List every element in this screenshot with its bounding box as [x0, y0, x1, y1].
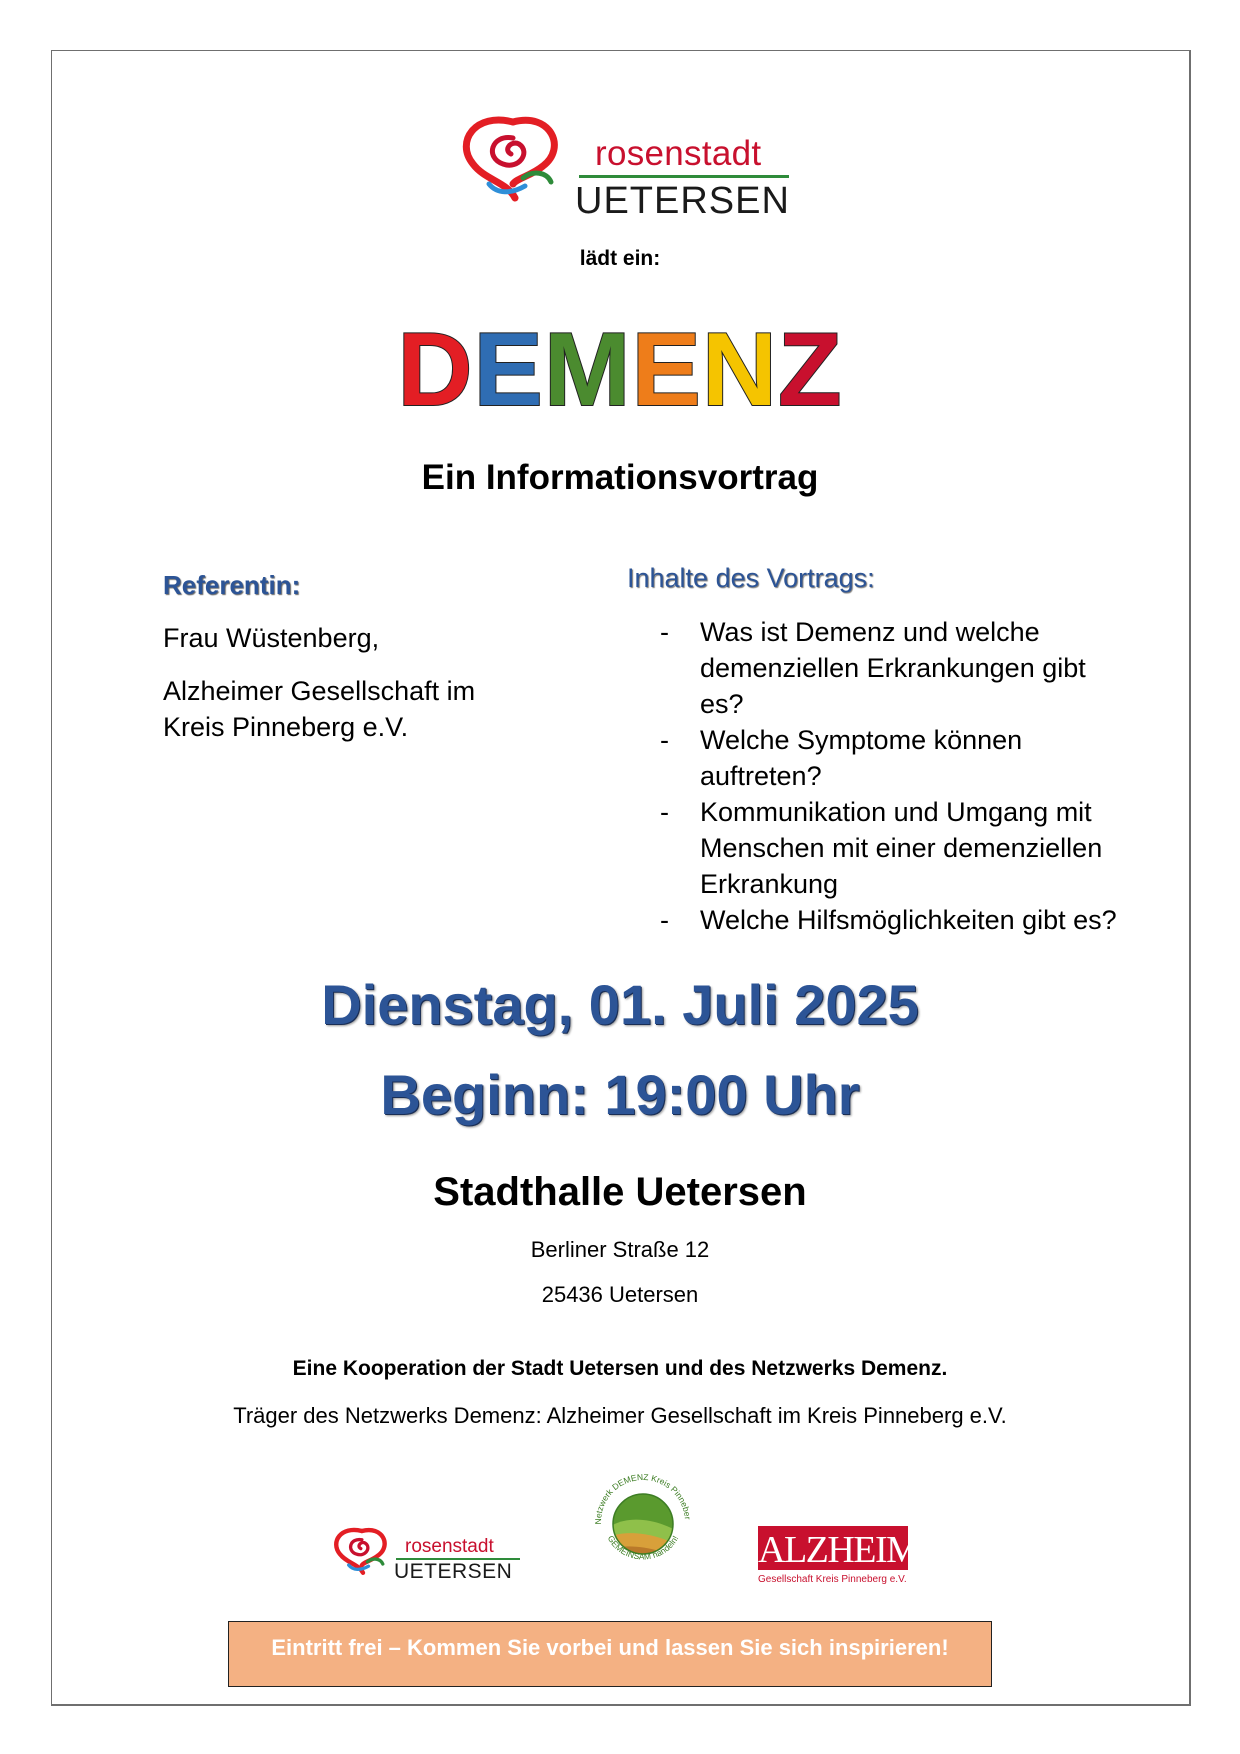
title-letter: D [397, 312, 474, 428]
rose-icon [330, 1525, 396, 1581]
logo-word-uetersen: UETERSEN [575, 180, 790, 222]
alzheimer-logo-word: ALZHEIMER [758, 1529, 965, 1571]
title-letter: Z [778, 312, 843, 428]
speaker-org-line2: Kreis Pinneberg e.V. [163, 712, 409, 742]
free-entry-banner [228, 1621, 992, 1687]
svg-text:GEMEINSAM handeln!: GEMEINSAM handeln! [605, 1533, 681, 1562]
venue-city: 25436 Uetersen [541, 1282, 699, 1307]
subtitle: Ein Informationsvortrag [421, 458, 819, 497]
rose-icon [455, 112, 575, 212]
title-letter: E [631, 312, 702, 428]
event-start-time: Beginn: 19:00 Uhr [380, 1063, 860, 1126]
banner-text: Eintritt frei – Kommen Sie vorbei und lassen Sie sich inspirieren! [271, 1635, 949, 1660]
venue-street: Berliner Straße 12 [530, 1237, 710, 1262]
cooperation-text: Eine Kooperation der Stadt Uetersen und des Netzwerks Demenz. [292, 1357, 948, 1380]
dash-bullet: - [660, 617, 669, 647]
title-demenz [0, 312, 1240, 428]
dash-bullet: - [660, 797, 669, 827]
title-letter: E [473, 312, 544, 428]
contents-list [660, 614, 1180, 938]
logo-word-rosenstadt: rosenstadt [405, 1536, 494, 1557]
title-letter: M [543, 312, 632, 428]
netzwerk-landscape-icon [583, 1460, 703, 1580]
alzheimer-logo-subtitle: Gesellschaft Kreis Pinneberg e.V. [758, 1574, 907, 1585]
speaker-org-line1: Alzheimer Gesellschaft im [163, 676, 476, 706]
event-date: Dienstag, 01. Juli 2025 [321, 973, 919, 1036]
speaker-heading: Referentin: [163, 570, 301, 600]
list-item: - Was ist Demenz und welche demenziellen Erkrankungen gibt es? [660, 614, 1180, 722]
title-letter: N [701, 312, 779, 428]
svg-text:Netzwerk DEMENZ Kreis Pinneber: Netzwerk DEMENZ Kreis Pinneber [592, 1471, 693, 1525]
alzheimer-gesellschaft-logo [758, 1526, 965, 1590]
rosenstadt-uetersen-logo [455, 112, 795, 224]
logo-underline [579, 175, 789, 178]
dash-bullet: - [660, 905, 669, 935]
list-item: - Welche Symptome können auftreten? [660, 722, 1180, 794]
logo-word-rosenstadt: rosenstadt [595, 134, 762, 173]
list-item: - Welche Hilfsmöglichkeiten gibt es? [660, 902, 1180, 938]
invite-text: lädt ein: [579, 247, 661, 270]
event-venue: Stadthalle Uetersen [433, 1170, 807, 1214]
footer-rosenstadt-logo [330, 1525, 520, 1585]
netzwerk-demenz-logo [583, 1460, 703, 1580]
logo-word-uetersen: UETERSEN [394, 1560, 513, 1583]
speaker-name: Frau Wüstenberg, [163, 623, 380, 653]
contents-heading: Inhalte des Vortrags: [627, 563, 875, 593]
dash-bullet: - [660, 725, 669, 755]
sponsor-text: Träger des Netzwerks Demenz: Alzheimer Gesellschaft im Kreis Pinneberg e.V. [233, 1403, 1007, 1428]
list-item: - Kommunikation und Umgang mit Menschen mit einer demenziellen Erkrankung [660, 794, 1180, 902]
